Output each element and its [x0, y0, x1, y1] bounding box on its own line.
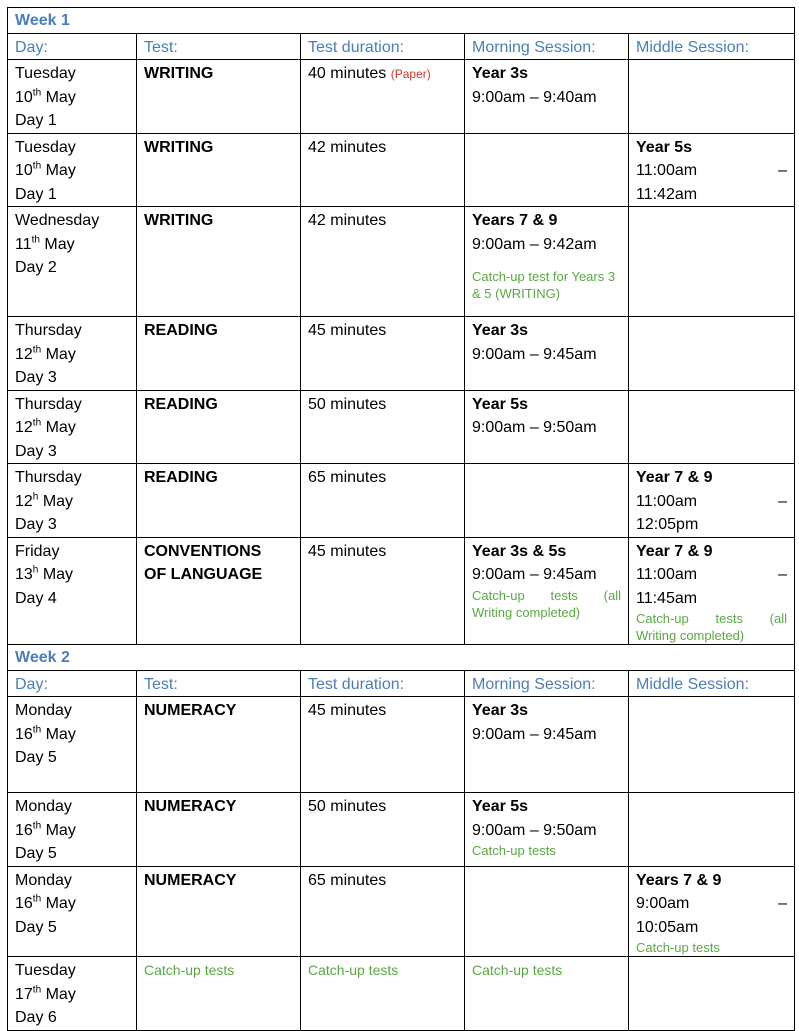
day-cell: Monday 16th May Day 5: [8, 793, 137, 867]
table-row: [8, 464, 795, 538]
table-row: [8, 697, 795, 793]
test-cell: WRITING: [137, 133, 301, 207]
table-row: [8, 957, 795, 1031]
middle-cell: [629, 793, 795, 867]
morning-cell: Year 3s 9:00am – 9:45am: [465, 697, 629, 793]
table-row: [8, 207, 795, 317]
table-row: [8, 133, 795, 207]
table-row: [8, 390, 795, 464]
morning-cell: [465, 957, 629, 1031]
middle-cell: [629, 207, 795, 317]
duration-cell: 65 minutes: [301, 464, 465, 538]
test-cell: WRITING: [137, 207, 301, 317]
morning-cell: Year 5s 9:00am – 9:50am: [465, 390, 629, 464]
duration-cell: 45 minutes: [301, 537, 465, 645]
morning-cell: Years 7 & 9 9:00am – 9:42am Catch-up test for Years 3 & 5 (WRITING): [465, 207, 629, 317]
test-cell: [137, 957, 301, 1031]
middle-cell: Years 7 & 9 9:00am – 10:05am Catch-up tests: [629, 866, 795, 957]
header-day: Day:: [8, 33, 137, 60]
week-1-title: Week 1: [8, 8, 795, 34]
morning-cell: Year 3s 9:00am – 9:45am: [465, 317, 629, 391]
middle-cell: Year 5s 11:00am – 11:42am: [629, 133, 795, 207]
middle-cell: [629, 957, 795, 1031]
header-test: Test:: [137, 670, 301, 697]
catch-up-note: Catch-up tests: [144, 962, 235, 978]
middle-cell: Year 7 & 9 11:00am – 11:45am Catch-up tests (all Writing completed): [629, 537, 795, 645]
day-cell: Friday 13$^h$ May Day 4: [8, 537, 137, 645]
catch-up-note: Catch-up tests: [472, 962, 563, 978]
morning-cell: Year 3s & 5s 9:00am – 9:45am Catch-up tests (all Writing completed): [465, 537, 629, 645]
catch-up-note: Catch-up test for Years 3 & 5 (WRITING): [472, 269, 616, 301]
duration-cell: 50 minutes: [301, 390, 465, 464]
week-2-title: Week 2: [8, 645, 795, 671]
test-cell: CONVENTIONS OF LANGUAGE: [137, 537, 301, 645]
catch-up-note: Catch-up tests: [472, 843, 556, 858]
test-cell: NUMERACY: [137, 866, 301, 957]
table-row: [8, 866, 795, 957]
day-cell: Wednesday 11th May Day 2: [8, 207, 137, 317]
catch-up-note: Catch-up tests (all: [472, 587, 621, 603]
table-row: [8, 537, 795, 645]
duration-cell: 45 minutes: [301, 317, 465, 391]
header-middle: Middle Session:: [629, 33, 795, 60]
header-duration: Test duration:: [301, 33, 465, 60]
test-cell: READING: [137, 317, 301, 391]
table-row: [8, 793, 795, 867]
header-test: Test:: [137, 33, 301, 60]
middle-cell: [629, 317, 795, 391]
duration-cell: 65 minutes: [301, 866, 465, 957]
test-cell: READING: [137, 390, 301, 464]
middle-cell: [629, 697, 795, 793]
duration-cell: 42 minutes: [301, 207, 465, 317]
duration-cell: [301, 957, 465, 1031]
day-cell: Thursday 12th May Day 3: [8, 317, 137, 391]
morning-cell: [465, 133, 629, 207]
catch-up-note: Catch-up tests: [636, 940, 720, 955]
day-cell: Monday 16th May Day 5: [8, 697, 137, 793]
header-middle: Middle Session:: [629, 670, 795, 697]
test-cell: WRITING: [137, 60, 301, 134]
header-morning: Morning Session:: [465, 670, 629, 697]
morning-cell: Year 5s 9:00am – 9:50am Catch-up tests: [465, 793, 629, 867]
test-cell: NUMERACY: [137, 697, 301, 793]
morning-cell: Year 3s 9:00am – 9:40am: [465, 60, 629, 134]
middle-cell: Year 7 & 9 11:00am – 12:05pm: [629, 464, 795, 538]
morning-cell: [465, 866, 629, 957]
middle-cell: [629, 390, 795, 464]
catch-up-note: Catch-up tests: [308, 962, 399, 978]
catch-up-note: Writing completed): [472, 604, 581, 620]
duration-cell: 45 minutes: [301, 697, 465, 793]
day-cell: Tuesday 10th May Day 1: [8, 133, 137, 207]
duration-cell: 42 minutes: [301, 133, 465, 207]
table-row: [8, 317, 795, 391]
test-cell: READING: [137, 464, 301, 538]
day-cell: Thursday 12th May Day 3: [8, 390, 137, 464]
day-cell: Monday 16th May Day 5: [8, 866, 137, 957]
paper-note: (Paper): [390, 67, 431, 81]
catch-up-note: Writing completed): [636, 628, 745, 643]
day-cell: Tuesday 10th May Day 1: [8, 60, 137, 134]
catch-up-note: Catch-up tests (all: [636, 611, 788, 626]
day-cell: Thursday 12$^h$ May Day 3: [8, 464, 137, 538]
week-2-header-row: [8, 670, 795, 697]
day-cell: Tuesday 17th May Day 6: [8, 957, 137, 1031]
week-1-header-row: [8, 33, 795, 60]
header-day: Day:: [8, 670, 137, 697]
table-row: [8, 60, 795, 134]
duration-cell: 50 minutes: [301, 793, 465, 867]
header-duration: Test duration:: [301, 670, 465, 697]
duration-cell: 40 minutes (Paper): [301, 60, 465, 134]
nap-test-schedule-table: [7, 7, 795, 1031]
test-cell: NUMERACY: [137, 793, 301, 867]
morning-cell: [465, 464, 629, 538]
middle-cell: [629, 60, 795, 134]
header-morning: Morning Session:: [465, 33, 629, 60]
